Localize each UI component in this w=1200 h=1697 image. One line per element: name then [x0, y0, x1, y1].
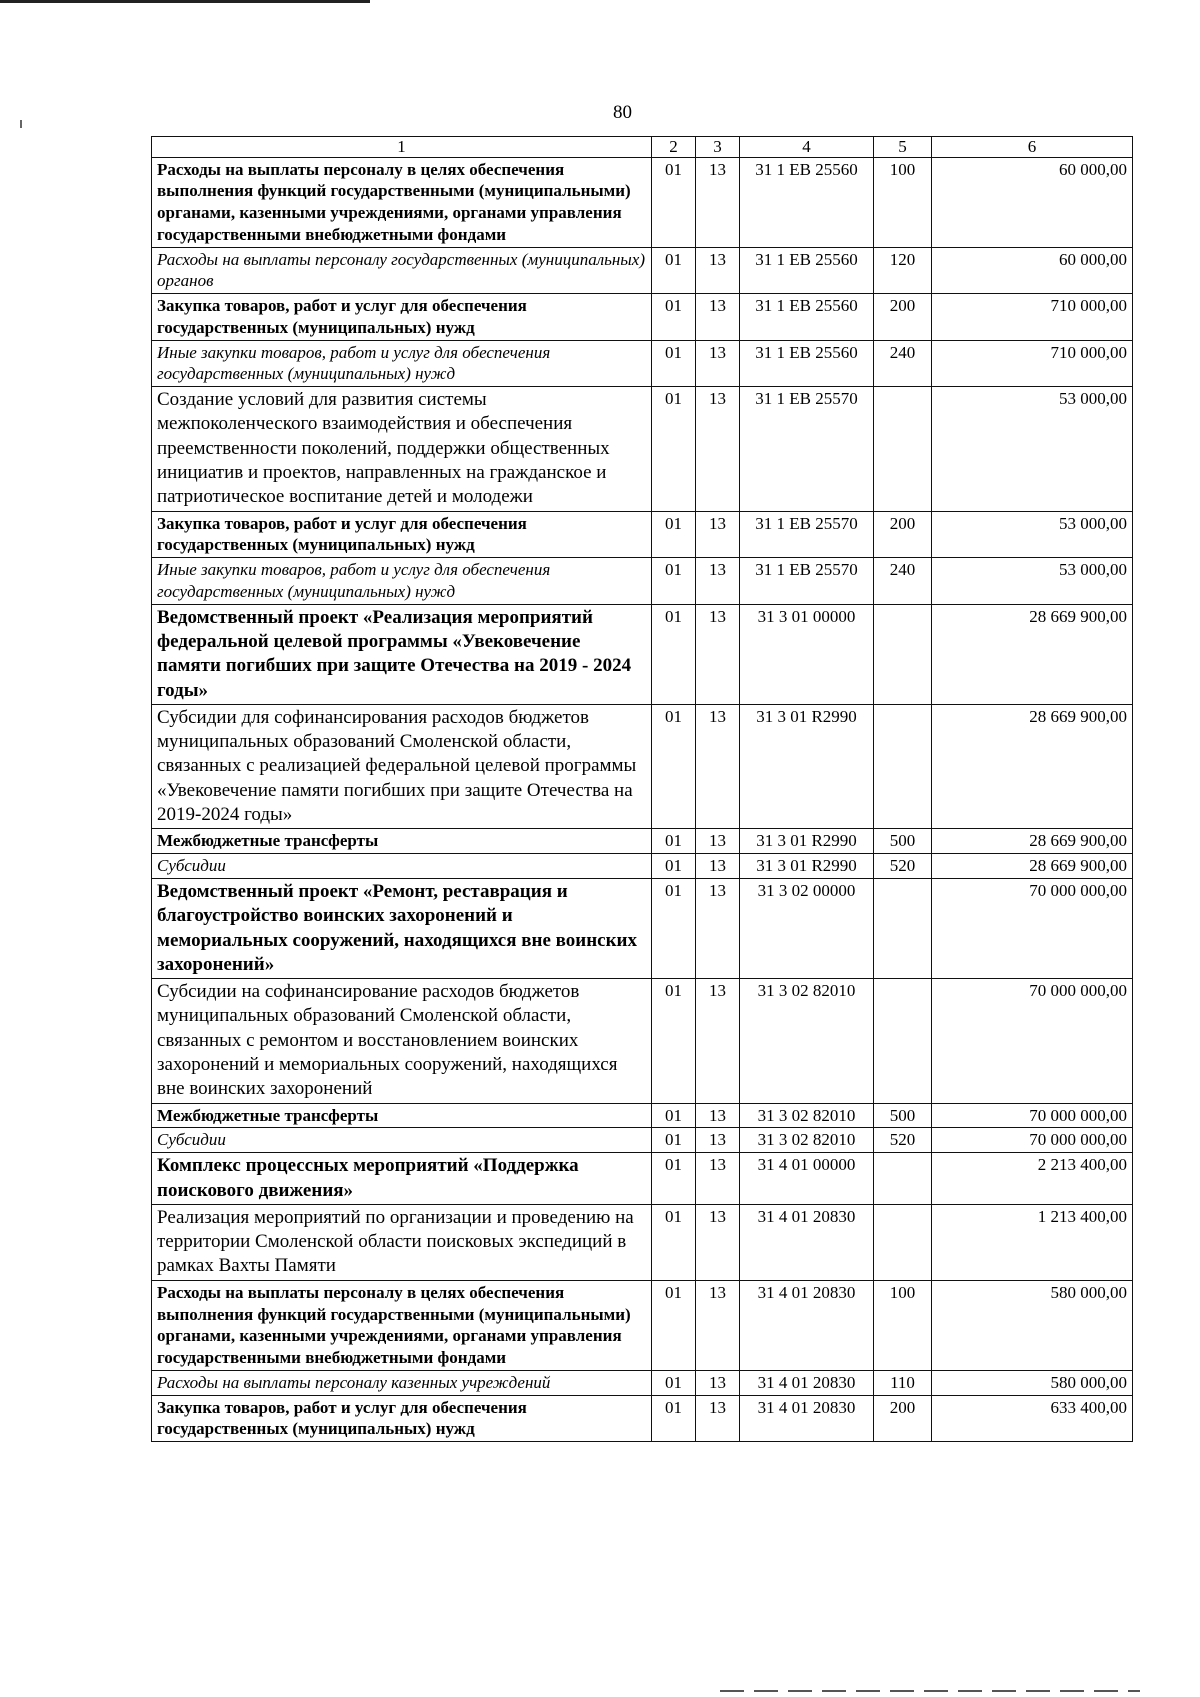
- row-amount: 2 213 400,00: [932, 1153, 1133, 1205]
- table-row: [152, 1370, 1133, 1395]
- row-amount: 1 213 400,00: [932, 1204, 1133, 1280]
- row-name: Иные закупки товаров, работ и услуг для обеспечения государственных (муниципальных) нужд: [152, 340, 652, 387]
- scan-bottom-mark: [720, 1690, 1140, 1692]
- row-amount: 70 000 000,00: [932, 1128, 1133, 1153]
- row-section: 01: [652, 294, 696, 341]
- table-row: [152, 387, 1133, 512]
- row-section: 01: [652, 704, 696, 829]
- row-subsection: 13: [696, 704, 740, 829]
- row-target-article: 31 4 01 20830: [740, 1280, 874, 1370]
- row-name: Расходы на выплаты персоналу казенных учреждений: [152, 1370, 652, 1395]
- row-amount: 28 669 900,00: [932, 604, 1133, 704]
- table-row: [152, 878, 1133, 978]
- row-section: 01: [652, 604, 696, 704]
- row-amount: 53 000,00: [932, 511, 1133, 558]
- row-amount: 28 669 900,00: [932, 704, 1133, 829]
- row-section: 01: [652, 1280, 696, 1370]
- budget-table: [151, 136, 1133, 1442]
- row-amount: 580 000,00: [932, 1280, 1133, 1370]
- row-subsection: 13: [696, 157, 740, 247]
- table-row: [152, 1128, 1133, 1153]
- row-section: 01: [652, 1395, 696, 1442]
- table-row: [152, 704, 1133, 829]
- row-section: 01: [652, 1128, 696, 1153]
- row-name: Создание условий для развития системы межпоколенческого взаимодействия и обеспечения преемственности поколений, поддержки общественных инициатив и проектов, направленных на гражданское и патриотическое воспитание детей и молодежи: [152, 387, 652, 512]
- row-target-article: 31 1 ЕВ 25560: [740, 247, 874, 294]
- header-col-4: 4: [740, 137, 874, 158]
- table-row: [152, 1103, 1133, 1128]
- row-subsection: 13: [696, 854, 740, 879]
- header-col-2: 2: [652, 137, 696, 158]
- row-target-article: 31 4 01 20830: [740, 1204, 874, 1280]
- table-row: [152, 854, 1133, 879]
- row-expense-type: 500: [874, 1103, 932, 1128]
- row-expense-type: [874, 604, 932, 704]
- row-section: 01: [652, 829, 696, 854]
- row-amount: 70 000 000,00: [932, 878, 1133, 978]
- table-row: [152, 247, 1133, 294]
- row-subsection: 13: [696, 558, 740, 605]
- table-row: [152, 829, 1133, 854]
- table-row: [152, 294, 1133, 341]
- row-expense-type: 100: [874, 157, 932, 247]
- table-row: [152, 1280, 1133, 1370]
- row-expense-type: 240: [874, 340, 932, 387]
- row-subsection: 13: [696, 1204, 740, 1280]
- row-subsection: 13: [696, 247, 740, 294]
- row-amount: 53 000,00: [932, 387, 1133, 512]
- row-expense-type: 110: [874, 1370, 932, 1395]
- row-name: Межбюджетные трансферты: [152, 829, 652, 854]
- row-expense-type: 120: [874, 247, 932, 294]
- header-col-3: 3: [696, 137, 740, 158]
- row-expense-type: 520: [874, 854, 932, 879]
- row-section: 01: [652, 247, 696, 294]
- table-row: [152, 1153, 1133, 1205]
- row-name: Межбюджетные трансферты: [152, 1103, 652, 1128]
- table-row: [152, 340, 1133, 387]
- row-section: 01: [652, 340, 696, 387]
- row-subsection: 13: [696, 829, 740, 854]
- row-target-article: 31 4 01 00000: [740, 1153, 874, 1205]
- row-name: Ведомственный проект «Ремонт, реставрация и благоустройство воинских захоронений и мемориальных сооружений, находящихся вне воинских захоронений»: [152, 878, 652, 978]
- row-target-article: 31 1 ЕВ 25560: [740, 294, 874, 341]
- row-amount: 28 669 900,00: [932, 829, 1133, 854]
- row-subsection: 13: [696, 1370, 740, 1395]
- row-name: Расходы на выплаты персоналу государственных (муниципальных) органов: [152, 247, 652, 294]
- row-expense-type: 200: [874, 294, 932, 341]
- row-amount: 710 000,00: [932, 340, 1133, 387]
- row-target-article: 31 1 ЕВ 25570: [740, 387, 874, 512]
- row-expense-type: 200: [874, 1395, 932, 1442]
- row-amount: 60 000,00: [932, 157, 1133, 247]
- row-section: 01: [652, 979, 696, 1104]
- row-target-article: 31 3 02 82010: [740, 1128, 874, 1153]
- row-amount: 580 000,00: [932, 1370, 1133, 1395]
- row-target-article: 31 3 01 R2990: [740, 854, 874, 879]
- page-number: 80: [613, 102, 632, 123]
- row-target-article: 31 4 01 20830: [740, 1395, 874, 1442]
- row-subsection: 13: [696, 1103, 740, 1128]
- row-expense-type: 520: [874, 1128, 932, 1153]
- row-target-article: 31 3 02 82010: [740, 1103, 874, 1128]
- row-target-article: 31 1 ЕВ 25570: [740, 558, 874, 605]
- header-col-1: 1: [152, 137, 652, 158]
- row-subsection: 13: [696, 340, 740, 387]
- row-expense-type: [874, 1153, 932, 1205]
- row-target-article: 31 1 ЕВ 25560: [740, 340, 874, 387]
- row-section: 01: [652, 157, 696, 247]
- row-expense-type: [874, 704, 932, 829]
- row-amount: 633 400,00: [932, 1395, 1133, 1442]
- row-subsection: 13: [696, 1128, 740, 1153]
- row-subsection: 13: [696, 1280, 740, 1370]
- row-expense-type: 100: [874, 1280, 932, 1370]
- row-target-article: 31 1 ЕВ 25570: [740, 511, 874, 558]
- row-expense-type: [874, 1204, 932, 1280]
- row-target-article: 31 4 01 20830: [740, 1370, 874, 1395]
- row-target-article: 31 3 01 00000: [740, 604, 874, 704]
- header-row: [152, 137, 1133, 158]
- row-subsection: 13: [696, 1395, 740, 1442]
- row-expense-type: [874, 387, 932, 512]
- row-subsection: 13: [696, 604, 740, 704]
- table-row: [152, 979, 1133, 1104]
- table-row: [152, 157, 1133, 247]
- row-target-article: 31 3 01 R2990: [740, 704, 874, 829]
- row-section: 01: [652, 1103, 696, 1128]
- row-name: Закупка товаров, работ и услуг для обеспечения государственных (муниципальных) нужд: [152, 294, 652, 341]
- row-expense-type: 500: [874, 829, 932, 854]
- row-name: Субсидии для софинансирования расходов бюджетов муниципальных образований Смоленской области, связанных с реализацией федеральной целевой программы «Увековечение памяти погибших при защите Отечества на 2019-2024 годы»: [152, 704, 652, 829]
- table-row: [152, 1204, 1133, 1280]
- row-name: Иные закупки товаров, работ и услуг для обеспечения государственных (муниципальных) нужд: [152, 558, 652, 605]
- row-subsection: 13: [696, 511, 740, 558]
- row-name: Реализация мероприятий по организации и проведению на территории Смоленской области поисковых экспедиций в рамках Вахты Памяти: [152, 1204, 652, 1280]
- row-target-article: 31 1 ЕВ 25560: [740, 157, 874, 247]
- row-name: Закупка товаров, работ и услуг для обеспечения государственных (муниципальных) нужд: [152, 511, 652, 558]
- row-name: Субсидии: [152, 1128, 652, 1153]
- row-section: 01: [652, 558, 696, 605]
- row-expense-type: [874, 979, 932, 1104]
- table-row: [152, 558, 1133, 605]
- row-target-article: 31 3 01 R2990: [740, 829, 874, 854]
- row-amount: 28 669 900,00: [932, 854, 1133, 879]
- row-subsection: 13: [696, 979, 740, 1104]
- row-subsection: 13: [696, 1153, 740, 1205]
- row-subsection: 13: [696, 294, 740, 341]
- row-amount: 70 000 000,00: [932, 979, 1133, 1104]
- row-amount: 53 000,00: [932, 558, 1133, 605]
- row-target-article: 31 3 02 82010: [740, 979, 874, 1104]
- row-name: Ведомственный проект «Реализация мероприятий федеральной целевой программы «Увековечение памяти погибших при защите Отечества на 2019 - 2024 годы»: [152, 604, 652, 704]
- header-col-5: 5: [874, 137, 932, 158]
- row-name: Комплекс процессных мероприятий «Поддержка поискового движения»: [152, 1153, 652, 1205]
- row-section: 01: [652, 1204, 696, 1280]
- table-row: [152, 511, 1133, 558]
- row-amount: 60 000,00: [932, 247, 1133, 294]
- row-name: Субсидии: [152, 854, 652, 879]
- row-section: 01: [652, 387, 696, 512]
- row-name: Расходы на выплаты персоналу в целях обеспечения выполнения функций государственными (муниципальными) органами, казенными учреждениями, органами управления государственными внебюджетными фондами: [152, 157, 652, 247]
- header-col-6: 6: [932, 137, 1133, 158]
- row-target-article: 31 3 02 00000: [740, 878, 874, 978]
- row-expense-type: 240: [874, 558, 932, 605]
- row-section: 01: [652, 854, 696, 879]
- row-name: Закупка товаров, работ и услуг для обеспечения государственных (муниципальных) нужд: [152, 1395, 652, 1442]
- table-row: [152, 604, 1133, 704]
- row-section: 01: [652, 878, 696, 978]
- row-subsection: 13: [696, 878, 740, 978]
- row-amount: 70 000 000,00: [932, 1103, 1133, 1128]
- row-section: 01: [652, 1153, 696, 1205]
- row-subsection: 13: [696, 387, 740, 512]
- row-expense-type: [874, 878, 932, 978]
- row-section: 01: [652, 1370, 696, 1395]
- table-row: [152, 1395, 1133, 1442]
- row-name: Субсидии на софинансирование расходов бюджетов муниципальных образований Смоленской области, связанных с ремонтом и восстановлением воинских захоронений и мемориальных сооружений, находящихся вне воинских захоронений: [152, 979, 652, 1104]
- table-body: [152, 157, 1133, 1442]
- scan-edge-mark: [0, 0, 370, 3]
- row-section: 01: [652, 511, 696, 558]
- row-expense-type: 200: [874, 511, 932, 558]
- row-amount: 710 000,00: [932, 294, 1133, 341]
- row-name: Расходы на выплаты персоналу в целях обеспечения выполнения функций государственными (муниципальными) органами, казенными учреждениями, органами управления государственными внебюджетными фондами: [152, 1280, 652, 1370]
